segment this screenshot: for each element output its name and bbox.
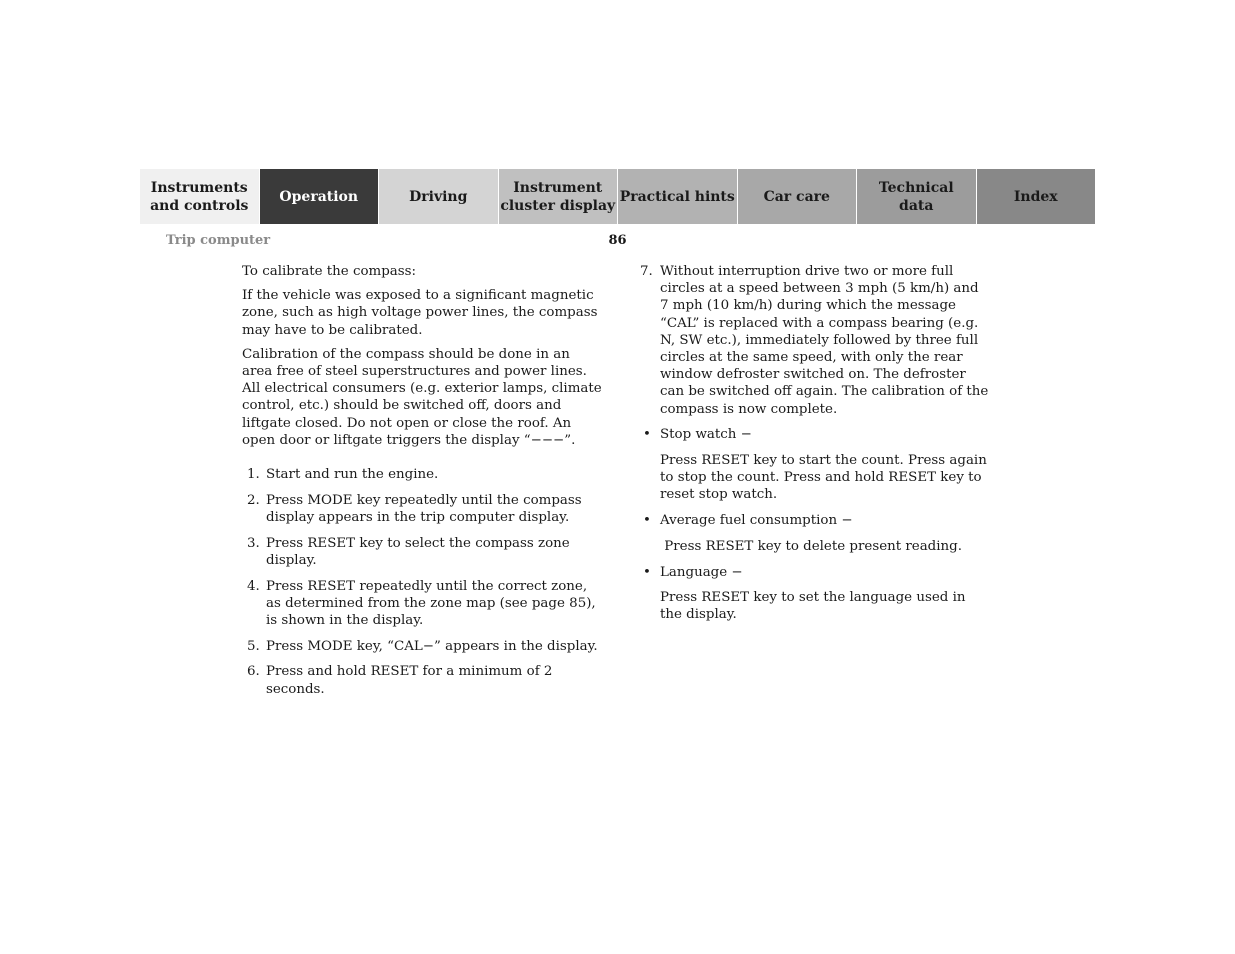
bullet-item [640, 426, 990, 443]
tab-technical-data[interactable] [857, 169, 977, 224]
section-title: Trip computer [166, 233, 271, 248]
tab-label: Instruments and controls [150, 179, 249, 214]
step-text: Press MODE key repeatedly until the compass display appears in the trip computer display. [266, 492, 582, 525]
bullet-icon: • [643, 427, 651, 443]
bullet-label: Average fuel consumption − [660, 513, 853, 529]
bullet-item [640, 564, 990, 581]
tab-label: Operation [279, 188, 359, 205]
bullet-icon: • [643, 564, 651, 580]
step-item [640, 263, 990, 418]
step-text: Start and run the engine. [266, 467, 439, 483]
bullet-icon: • [643, 513, 651, 529]
paragraph: If the vehicle was exposed to a significant magnetic zone, such as high voltage power lines, the compass may have to be calibrated. [242, 288, 598, 338]
tab-label: Technical data [878, 179, 954, 214]
step-text: Without interruption drive two or more full circles at a speed between 3 mph (5 km/h) and 7 mph (10 km/h) during which the message “CAL” is replaced with a compass bearing (e.g. N, SW etc.), immediately followed by three full circles at the same speed, with only the rear window defroster switched on. The defroster can be switched off again. The calibration of the compass is now complete. [660, 264, 989, 417]
step-item [242, 663, 604, 697]
bullet-description: Press RESET key to delete present reading. [660, 538, 962, 554]
tab-label: Car care [763, 188, 830, 205]
tab-label: Driving [409, 188, 468, 205]
tab-operation[interactable] [260, 169, 380, 224]
step-number: 7. [640, 264, 653, 279]
step-text: Press RESET key to select the compass zone display. [266, 535, 570, 568]
step-item [242, 638, 604, 655]
step-item [242, 466, 604, 483]
tab-instruments-and-controls[interactable] [140, 169, 260, 224]
step-item [242, 578, 604, 630]
step-item [242, 535, 604, 569]
step-text: Press RESET repeatedly until the correct zone, as determined from the zone map (see page 85), is shown in the display. [266, 578, 596, 628]
tab-driving[interactable] [379, 169, 499, 224]
step-number: 6. [247, 664, 260, 680]
step-number: 3. [247, 535, 260, 551]
bullet-description: Press RESET key to start the count. Press again to stop the count. Press and hold RESET key to reset stop watch. [660, 453, 987, 503]
bullet-label: Stop watch − [660, 427, 752, 443]
tab-label: Instrument cluster display [500, 179, 616, 214]
step-text: Press and hold RESET for a minimum of 2 seconds. [266, 664, 553, 697]
chapter-tabs [140, 169, 1095, 224]
tab-label: Practical hints [619, 188, 735, 205]
bullet-description: Press RESET key to set the language used in the display. [660, 590, 966, 623]
right-column [640, 263, 990, 632]
step-text: Press MODE key, “CAL−” appears in the display. [266, 638, 598, 654]
tab-practical-hints[interactable] [618, 169, 738, 224]
step-number: 1. [247, 467, 260, 483]
bullet-item [640, 512, 990, 529]
page-number: 86 [608, 233, 627, 248]
tab-car-care[interactable] [738, 169, 858, 224]
step-number: 2. [247, 492, 260, 508]
left-column [242, 263, 604, 706]
tab-index[interactable] [977, 169, 1096, 224]
step-number: 5. [247, 638, 260, 654]
step-item [242, 492, 604, 526]
bullet-label: Language − [660, 564, 743, 580]
tab-instrument-cluster-display[interactable] [499, 169, 619, 224]
step-number: 4. [247, 578, 260, 594]
intro-text: To calibrate the compass: [242, 264, 417, 279]
tab-label: Index [1013, 188, 1058, 205]
paragraph: Calibration of the compass should be done in an area free of steel superstructures and power lines. All electrical consumers (e.g. exterior lamps, climate control, etc.) should be switched off, doors and liftgate closed. Do not open or close the roof. An open door or liftgate triggers the display “−−−”. [242, 346, 602, 448]
